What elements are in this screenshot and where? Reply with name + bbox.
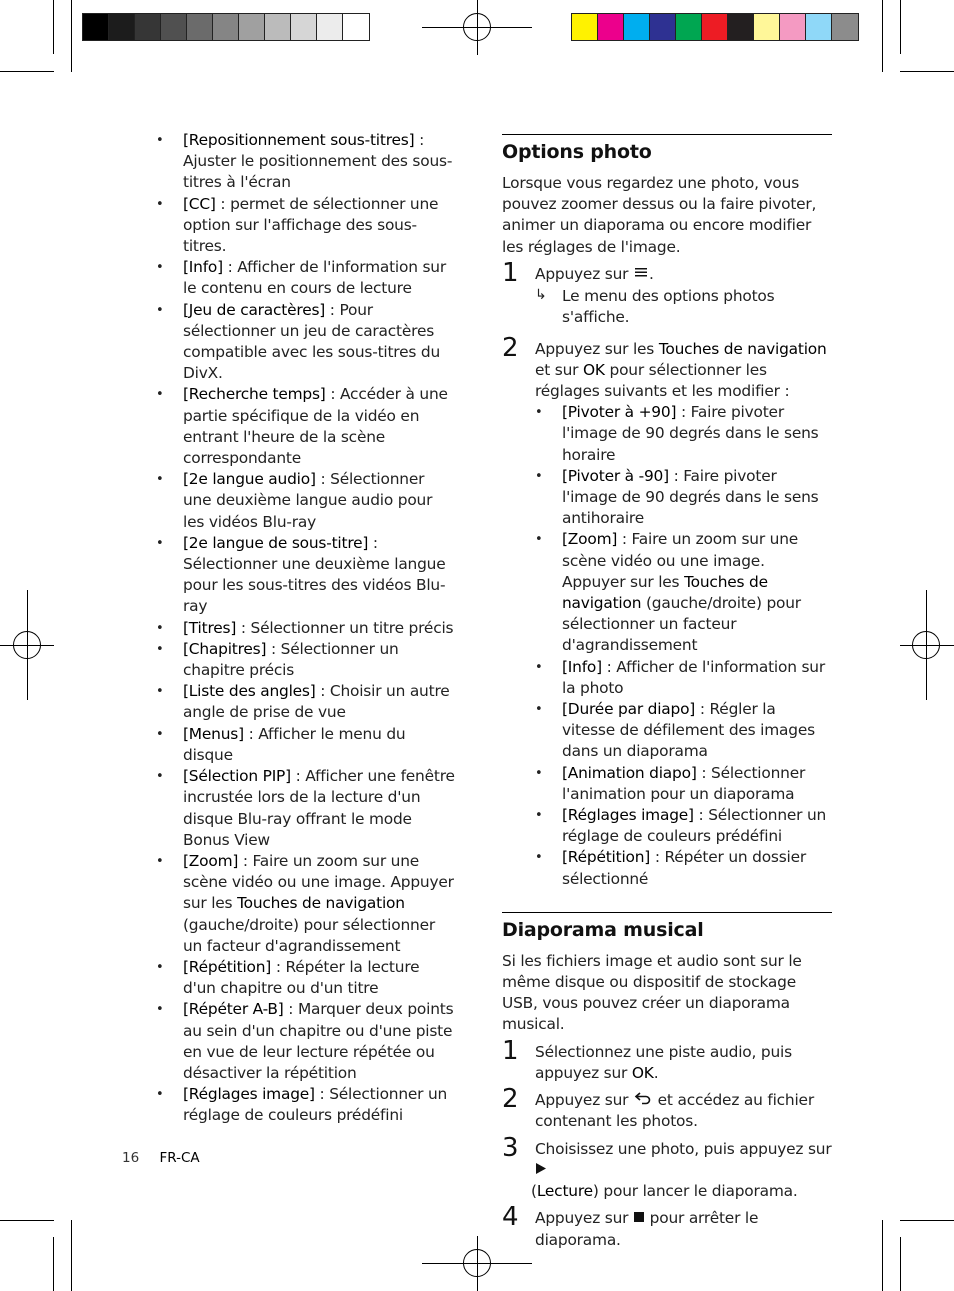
option-name: [Répétition] [562,848,651,867]
color-swatch [650,14,676,40]
color-swatch [624,14,650,40]
back-icon [633,1090,653,1111]
option-name: [Zoom] [183,851,239,870]
color-swatch [780,14,806,40]
color-swatch [83,14,109,40]
color-swatch [832,14,858,40]
option-description: : Afficher de l'information sur le contenu en cours de lecture [183,258,446,298]
list-item [156,300,456,385]
option-description: (gauche/droite) pour sélectionner un facteur d'agrandissement [562,593,801,655]
step-2 [502,1084,832,1133]
option-name: [2e langue de sous-titre] [183,533,369,552]
list-item [156,639,456,681]
option-name: [Sélection PIP] [183,767,291,786]
color-swatch [161,14,187,40]
color-swatch [728,14,754,40]
list-item [535,805,832,847]
list-item [156,533,456,618]
option-name: [Réglages image] [183,1085,315,1104]
option-description: : Faire pivoter l'image de 90 degrés dans le sens antihoraire [562,466,819,528]
list-item [535,402,832,466]
list-item [156,681,456,723]
step-text: ( [531,1182,537,1201]
step-text-end: . [648,264,654,283]
option-name: [Menus] [183,724,244,743]
option-name: [Répétition] [183,957,272,976]
step-result-text: Le menu des options photos s'affiche. [562,287,775,327]
key-name: OK [583,360,605,379]
section-title-options-photo: Options photo [502,141,652,163]
step-text: ) pour lancer le diaporama. [592,1182,798,1201]
step-text: et accédez au fichier contenant les photos. [535,1091,814,1131]
color-swatch [754,14,780,40]
option-description: : Faire pivoter l'image de 90 degrés dans le sens horaire [562,403,819,464]
section-divider [502,912,832,913]
list-item [535,699,832,763]
option-description: : Accéder à une partie spécifique de la vidéo en entrant l'heure de la scène correspondante [183,385,448,468]
color-swatch [702,14,728,40]
list-item [156,999,456,1084]
color-swatch [317,14,343,40]
list-item [535,657,832,699]
stop-icon [633,1208,645,1229]
step-text: . [653,1063,659,1082]
color-swatch [239,14,265,40]
list-item [156,957,456,999]
option-name: [Pivoter à -90] [562,466,669,485]
option-name: [Info] [183,258,223,277]
option-description: : Marquer deux points au sein d'un chapitre ou d'une piste en vue de leur lecture répétée ou désactiver la répétition [183,1000,454,1082]
step-text: Appuyez sur les [535,339,659,358]
step-text: Appuyez sur [535,1209,633,1228]
key-name: Lecture [536,1182,593,1201]
option-description: : Répéter un dossier sélectionné [562,848,807,888]
step-number: 1 [502,257,519,288]
color-swatch [676,14,702,40]
step-text: Appuyez sur [535,1091,633,1110]
list-item [156,724,456,766]
options-photo-intro: Lorsque vous regardez une photo, vous pouvez zoomer dessus ou la faire pivoter, animer un diaporama ou encore modifier les réglages de l'image. [502,174,817,256]
step-1 [502,257,832,329]
step-2 [502,332,832,890]
list-item [535,847,832,889]
page-number: 16 [122,1150,140,1166]
right-column [502,134,832,1251]
result-arrow-icon: ↳ [535,287,547,304]
key-name: Touches de navigation [237,894,405,913]
option-name: [Liste des angles] [183,682,316,701]
step-4 [502,1202,832,1251]
step-text: Appuyez sur [535,264,633,283]
list-item [156,851,456,957]
step-number: 2 [502,1084,519,1115]
step-3 [502,1132,832,1203]
list-item [156,766,456,851]
option-description: : Faire un zoom sur une scène vidéo ou une image. Appuyer sur les [183,851,454,913]
option-description: : permet de sélectionner une option sur l'affichage des sous-titres. [183,194,439,256]
option-description: : Sélectionner un chapitre précis [183,639,399,680]
list-item [156,618,456,639]
step-text: et sur [535,360,583,379]
list-item [156,384,456,469]
option-name: [Répéter A-B] [183,1000,284,1019]
list-item [535,763,832,805]
color-calibration-strip [571,13,859,41]
step-number: 3 [502,1132,519,1163]
list-item [535,529,832,656]
option-description: : Sélectionner un titre précis [236,618,454,637]
step-text: Choisissez une photo, puis appuyez sur [535,1139,832,1158]
option-description: : Choisir un autre angle de prise de vue [183,682,450,722]
option-description: : Faire un zoom sur une scène vidéo ou une image. Appuyer sur les [562,530,799,591]
step-number: 4 [502,1202,519,1233]
option-name: [Info] [562,657,602,676]
option-description: : Sélectionner une deuxième langue pour les sous-titres des vidéos Blu-ray [183,533,446,616]
option-description: : Sélectionner un réglage de couleurs prédéfini [183,1085,448,1125]
option-description: : Pour sélectionner un jeu de caractères compatible avec les sous-titres du DivX. [183,300,441,383]
diaporama-intro: Si les fichiers image et audio sont sur le même disque ou dispositif de stockage USB, vous pouvez créer un diaporama musical. [502,951,802,1034]
color-swatch [572,14,598,40]
left-column [156,130,456,1127]
option-description: : Afficher une fenêtre incrustée lors de la lecture d'un disque Blu-ray offrant le mode Bonus View [183,767,455,849]
color-swatch [806,14,832,40]
option-name: [CC] [183,194,216,213]
section-divider [502,134,832,135]
menu-icon [633,264,649,285]
option-name: [Recherche temps] [183,385,326,404]
key-name: OK [631,1063,654,1082]
option-description: : Sélectionner un réglage de couleurs prédéfini [562,806,827,846]
disc-options-list [156,130,456,1127]
grayscale-calibration-strip [82,13,370,41]
option-name: [Repositionnement sous-titres] [183,131,415,149]
language-code: FR-CA [159,1150,200,1166]
key-name: Touches de navigation [658,339,827,358]
section-title-diaporama: Diaporama musical [502,918,704,941]
photo-options-list [535,402,832,890]
list-item [156,1084,456,1126]
step-text: pour sélectionner les réglages suivants et les modifier : [535,360,790,400]
option-name: [Titres] [183,618,237,637]
option-description: : Afficher de l'information sur la photo [562,657,825,697]
option-name: [Chapitres] [183,639,267,658]
option-name: [2e langue audio] [183,470,316,489]
list-item [156,469,456,533]
color-swatch [187,14,213,40]
step-text: Sélectionnez une piste audio, puis appuyez sur [535,1042,792,1082]
page-footer [122,1150,200,1166]
option-description: : Afficher le menu du disque [183,724,406,764]
color-swatch [135,14,161,40]
option-description: : Répéter la lecture d'un chapitre ou d'un titre [183,957,420,998]
option-description: : Ajuster le positionnement des sous-titres à l'écran [183,131,453,192]
color-swatch [265,14,291,40]
color-swatch [598,14,624,40]
option-description: (gauche/droite) pour sélectionner un facteur d'agrandissement [183,915,435,955]
key-name: Touches de navigation [562,572,768,612]
option-name: [Pivoter à +90] [562,403,677,422]
color-swatch [213,14,239,40]
option-name: [Réglages image] [562,806,694,824]
play-icon [535,1160,547,1181]
option-name: [Zoom] [562,530,618,549]
list-item [535,466,832,530]
color-swatch [343,14,369,40]
step-number: 1 [502,1035,519,1066]
list-item [156,130,456,194]
step-number: 2 [502,332,519,363]
step-result [535,286,832,328]
option-name: [Animation diapo] [562,763,697,782]
color-swatch [109,14,135,40]
step-text: pour arrêter le diaporama. [535,1209,759,1249]
list-item [156,257,456,299]
option-description: : Régler la vitesse de défilement des images dans un diaporama [562,699,815,761]
option-name: [Jeu de caractères] [183,300,326,319]
color-swatch [291,14,317,40]
step-1 [502,1035,832,1084]
option-description: : Sélectionner une deuxième langue audio pour les vidéos Blu-ray [183,470,433,531]
option-description: : Sélectionner l'animation pour un diaporama [562,763,806,803]
option-name: [Durée par diapo] [562,699,696,718]
list-item [156,194,456,258]
